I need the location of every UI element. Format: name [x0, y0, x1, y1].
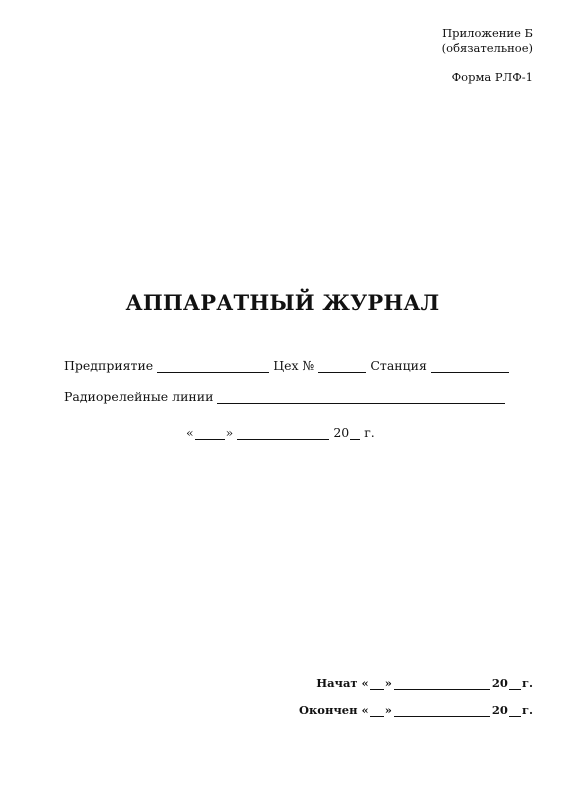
started-label: Начат « [316, 676, 369, 690]
workshop-blank[interactable] [318, 360, 366, 373]
ended-month-blank[interactable] [394, 704, 490, 717]
annex-label: Приложение Б [442, 26, 533, 40]
started-year-suffix: г. [521, 676, 533, 690]
radio-relay-blank[interactable] [217, 391, 505, 404]
date-year-prefix: 20 [333, 425, 350, 440]
station-label: Станция [370, 358, 427, 373]
date-year-suffix: г. [364, 425, 375, 440]
ended-row [299, 703, 533, 717]
radio-relay-label: Радиорелейные линии [64, 389, 214, 404]
started-day-blank[interactable] [370, 677, 384, 690]
started-month-blank[interactable] [394, 677, 490, 690]
ended-year-suffix: г. [521, 703, 533, 717]
enterprise-label: Предприятие [64, 358, 154, 373]
started-year-blank[interactable] [509, 677, 521, 690]
form-code: Форма РЛФ-1 [451, 70, 533, 84]
enterprise-row [64, 358, 513, 373]
ended-year-prefix: 20 [491, 703, 508, 717]
date-month-blank[interactable] [237, 427, 329, 440]
started-year-prefix: 20 [491, 676, 508, 690]
enterprise-blank[interactable] [157, 360, 269, 373]
ended-close-quote: » [384, 703, 392, 717]
date-close-quote: » [225, 425, 234, 440]
date-day-blank[interactable] [195, 427, 225, 440]
workshop-label: Цех № [273, 358, 315, 373]
radio-relay-row [64, 389, 509, 404]
ended-year-blank[interactable] [509, 704, 521, 717]
annex-type: (обязательное) [441, 41, 533, 55]
station-blank[interactable] [431, 360, 509, 373]
date-open-quote: « [186, 425, 194, 440]
page-title: АППАРАТНЫЙ ЖУРНАЛ [125, 290, 440, 315]
date-year-blank[interactable] [350, 427, 360, 440]
started-close-quote: » [384, 676, 392, 690]
ended-label: Окончен « [298, 703, 369, 717]
annex-block [442, 26, 533, 56]
ended-day-blank[interactable] [370, 704, 384, 717]
date-row [186, 425, 375, 440]
started-row [316, 676, 533, 690]
